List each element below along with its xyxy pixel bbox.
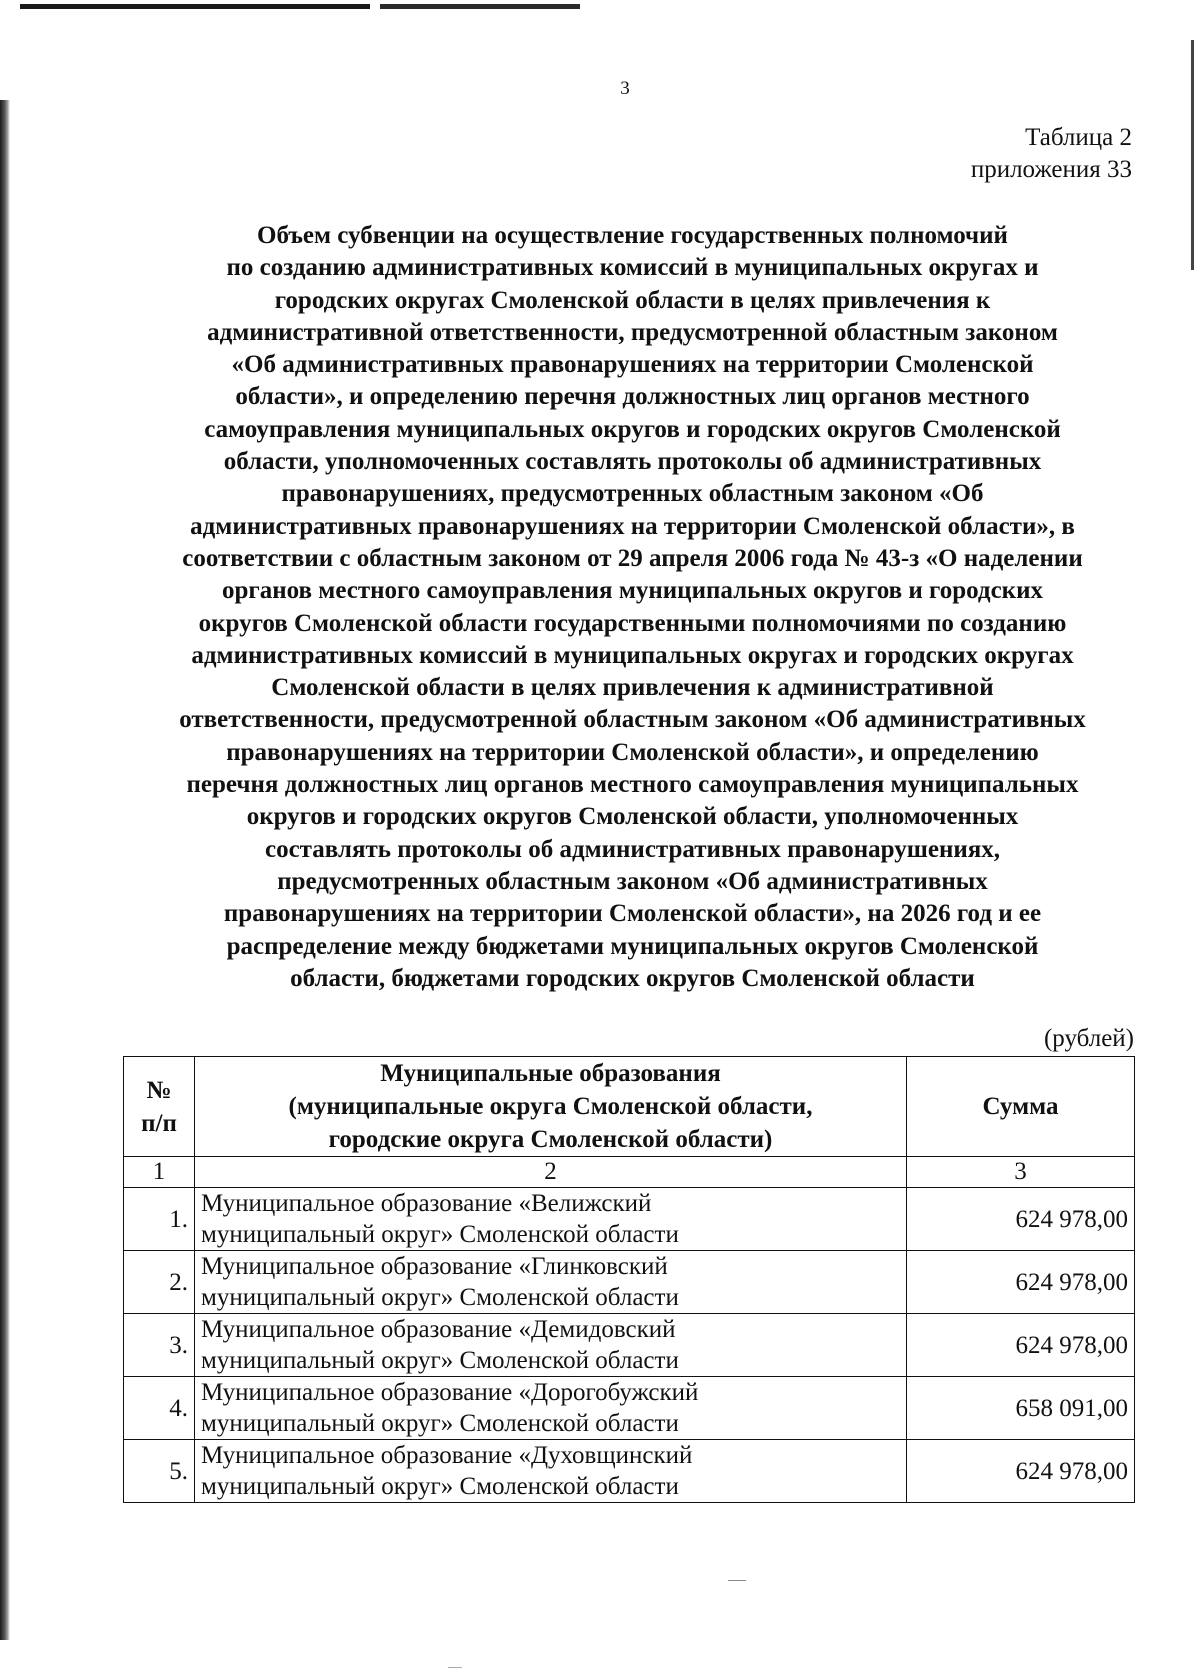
table-row [124,1377,1135,1440]
title-line: округов и городских округов Смоленской области, уполномоченных [246,803,1019,831]
row-sum: 624 978,00 [907,1251,1135,1314]
row-sum: 624 978,00 [907,1440,1135,1503]
title-line: органов местного самоуправления муниципальных округов и городских [222,577,1043,605]
table-ref-line1: Таблица 2 [1025,124,1132,151]
title-line: ответственности, предусмотренной областным законом «Об административных [179,706,1086,734]
page-number: 3 [620,78,630,99]
row-municipality-line2: муниципальный округ» Смоленской области [201,1221,679,1248]
row-municipality-line1: Муниципальное образование «Дорогобужский [201,1379,699,1406]
scan-artifact-right-edge [1191,40,1194,270]
row-municipality-line1: Муниципальное образование «Велижский [201,1190,652,1217]
header-municipality-line1: Муниципальные образования [380,1060,721,1087]
table-reference [971,122,1132,186]
row-municipality [195,1251,907,1314]
header-municipality-line2: (муниципальные округа Смоленской области, [288,1093,813,1120]
title-line: правонарушениях на территории Смоленской области», и определению [226,738,1039,766]
title-line: предусмотренных областным законом «Об административных [277,867,988,895]
title-line: области, уполномоченных составлять протоколы об административных [223,448,1042,476]
title-line: городских округах Смоленской области в целях привлечения к [274,286,991,314]
column-number: 2 [195,1157,907,1188]
title-line: самоуправления муниципальных округов и городских округов Смоленской [204,415,1061,443]
title-line: правонарушениях на территории Смоленской области», на 2026 год и ее [223,900,1042,928]
row-municipality-line2: муниципальный округ» Смоленской области [201,1347,679,1374]
row-municipality [195,1440,907,1503]
row-number: 3. [124,1314,195,1377]
title-line: распределение между бюджетами муниципальных округов Смоленской [226,932,1039,960]
title-line: административных правонарушениях на территории Смоленской области», в [190,512,1075,540]
title-line: перечня должностных лиц органов местного самоуправления муниципальных [186,771,1079,799]
row-number: 2. [124,1251,195,1314]
column-number: 1 [124,1157,195,1188]
row-municipality [195,1188,907,1251]
row-municipality-line2: муниципальный округ» Смоленской области [201,1473,679,1500]
title-line: административных комиссий в муниципальных округах и городских округах [191,641,1074,669]
scan-mark [728,1580,746,1581]
title-line: правонарушениях, предусмотренных областным законом «Об [281,480,984,508]
table-header-row [124,1057,1135,1157]
table-row [124,1188,1135,1251]
title-line: Смоленской области в целях привлечения к административной [271,674,994,702]
row-municipality-line2: муниципальный округ» Смоленской области [201,1410,679,1437]
title-line: соответствии с областным законом от 29 апреля 2006 года № 43-з «О наделении [182,544,1083,572]
header-number-line2: п/п [141,1109,177,1137]
title-line: области, бюджетами городских округов Смоленской области [290,964,975,992]
scan-artifact-top-left [20,4,370,9]
table-row [124,1251,1135,1314]
title-line: административной ответственности, предусмотренной областным законом [207,318,1058,346]
header-number [124,1057,195,1157]
row-sum: 624 978,00 [907,1314,1135,1377]
title-line: округов Смоленской области государственными полномочиями по созданию [198,609,1067,637]
unit-note: (рублей) [1043,1025,1134,1052]
title-line: области», и определению перечня должностных лиц органов местного [235,383,1030,411]
row-municipality-line1: Муниципальное образование «Духовщинский [201,1442,693,1469]
column-number-row [124,1157,1135,1188]
table-row [124,1440,1135,1503]
table-row [124,1314,1135,1377]
title-line: составлять протоколы об административных правонарушениях, [264,835,1001,863]
title-line: Объем субвенции на осуществление государственных полномочий [257,222,1008,249]
header-municipality [195,1057,907,1157]
scan-mark [448,1667,462,1668]
header-sum: Сумма [907,1057,1135,1157]
row-number: 1. [124,1188,195,1251]
document-title [115,220,1150,995]
row-number: 4. [124,1377,195,1440]
row-municipality [195,1314,907,1377]
subvention-table [123,1056,1135,1503]
row-municipality [195,1377,907,1440]
header-municipality-line3: городские округа Смоленской области) [328,1126,773,1153]
column-number: 3 [907,1157,1135,1188]
row-sum: 624 978,00 [907,1188,1135,1251]
title-line: по созданию административных комиссий в муниципальных округах и [226,254,1039,282]
row-number: 5. [124,1440,195,1503]
row-municipality-line1: Муниципальное образование «Глинковский [201,1253,668,1280]
table-ref-line2: приложения 33 [970,156,1132,183]
title-line: «Об административных правонарушениях на территории Смоленской [231,351,1034,379]
scan-artifact-left-edge [0,100,10,1640]
header-number-line1: № [146,1076,172,1104]
row-municipality-line2: муниципальный округ» Смоленской области [201,1284,679,1311]
scan-artifact-top-right [380,4,580,9]
row-municipality-line1: Муниципальное образование «Демидовский [201,1316,676,1343]
row-sum: 658 091,00 [907,1377,1135,1440]
